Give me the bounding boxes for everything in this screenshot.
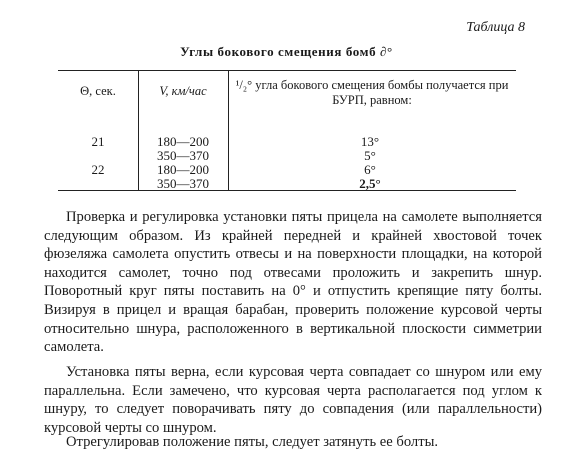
body-paragraph: Отрегулировав положение пяты, следует затянуть ее болты.	[66, 434, 439, 450]
table-cell-theta: 22	[91, 162, 105, 177]
table-cell-angle: 2,5°	[359, 176, 381, 191]
body-paragraph: Проверка и регулировка установки пяты прицела на самолете выполняется следующим образом. Из крайней передней и крайней хвостовой точек фюзеляжа самолета опустить отвесы и на поверхности площадки, на которой находится самолет, точно под отвесами проложить и закрепить шнур. Поворотный круг пяты поставить на 0° и отпустить крепящие пяту болты. Визируя в прицел и вращая барабан, проверить положение курсовой черты относительно шнура, расположенного в вертикальной плоскости симметрии самолета.	[44, 209, 542, 356]
table-cell-angle: 5°	[364, 148, 376, 163]
header-angle: ¹/₂° угла бокового смещения бомбы получается при БУРП, равном:	[235, 78, 509, 107]
header-speed: V, км/час	[159, 84, 207, 98]
table-label: Таблица 8	[466, 20, 525, 35]
body-paragraph: Установка пяты верна, если курсовая черта совпадает со шнуром или ему параллельна. Если замечено, что курсовая черта располагается под углом к шнуру, то следует поворачивать пяту до совпадения (или параллельности) курсовой черты со шнуром.	[44, 364, 542, 436]
table-title: Углы бокового смещения бомб ∂°	[180, 44, 393, 59]
header-theta: Θ, сек.	[80, 84, 116, 98]
table-cell-theta: 21	[91, 134, 105, 149]
table-cell-speed: 180—200	[157, 134, 209, 149]
table-cell-speed: 180—200	[157, 162, 209, 177]
table-bottom-rule	[58, 190, 516, 191]
table-cell-angle: 6°	[364, 162, 376, 177]
table-cell-angle: 13°	[360, 134, 380, 149]
table-cell-speed: 350—370	[157, 148, 209, 163]
table-top-rule	[58, 70, 516, 71]
table-cell-speed: 350—370	[157, 176, 209, 191]
